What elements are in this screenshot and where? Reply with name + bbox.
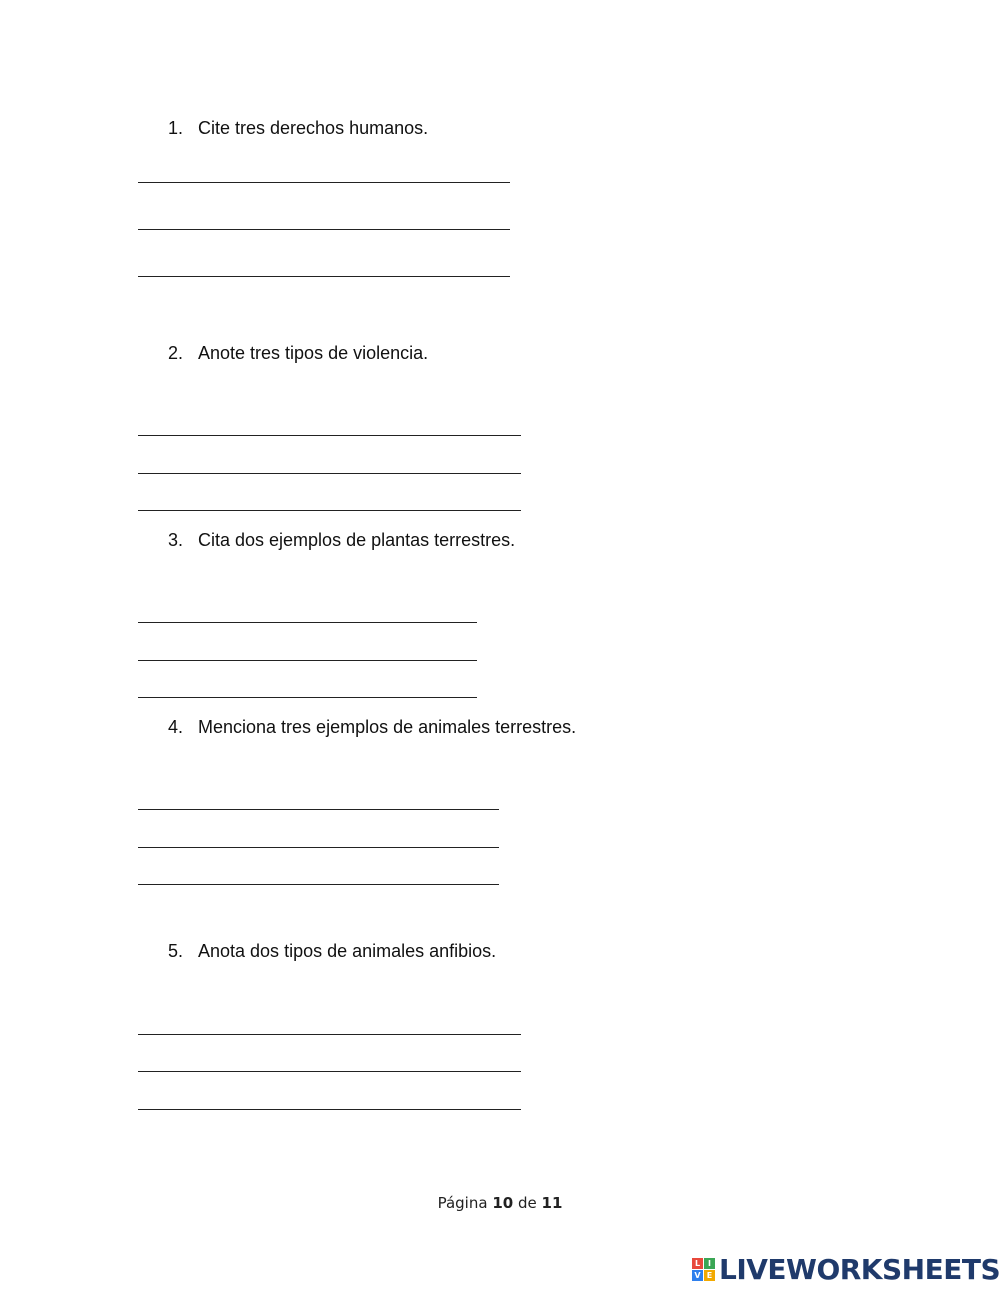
page-prefix: Página (437, 1194, 488, 1212)
logo-mark-letter: L (692, 1258, 703, 1269)
answer-line[interactable] (138, 884, 499, 885)
page-total: 11 (541, 1194, 563, 1212)
answer-line[interactable] (138, 510, 521, 511)
question-1 (168, 117, 428, 139)
question-number: 5. (168, 941, 184, 961)
answer-line[interactable] (138, 1109, 521, 1110)
page-number (0, 1194, 1000, 1212)
answer-line[interactable] (138, 809, 499, 810)
question-2 (168, 342, 428, 364)
question-3 (168, 529, 515, 551)
question-text: Anote tres tipos de violencia. (198, 343, 429, 363)
answer-line[interactable] (138, 182, 510, 183)
answer-line[interactable] (138, 435, 521, 436)
question-number: 3. (168, 530, 184, 550)
page-middle: de (517, 1194, 537, 1212)
question-text: Cite tres derechos humanos. (198, 118, 429, 138)
answer-line[interactable] (138, 1071, 521, 1072)
logo-mark-letter: V (692, 1270, 703, 1281)
question-text: Anota dos tipos de animales anfibios. (198, 941, 497, 961)
question-5 (168, 940, 496, 962)
question-text: Menciona tres ejemplos de animales terrestres. (198, 717, 577, 737)
answer-line[interactable] (138, 229, 510, 230)
answer-line[interactable] (138, 847, 499, 848)
question-4 (168, 716, 576, 738)
logo-text: LIVEWORKSHEETS (719, 1252, 1000, 1286)
answer-line[interactable] (138, 1034, 521, 1035)
answer-line[interactable] (138, 622, 477, 623)
question-number: 4. (168, 717, 184, 737)
answer-line[interactable] (138, 660, 477, 661)
logo-mark-letter: I (704, 1258, 715, 1269)
answer-line[interactable] (138, 473, 521, 474)
question-text: Cita dos ejemplos de plantas terrestres. (198, 530, 516, 550)
liveworksheets-logo[interactable] (692, 1254, 1000, 1284)
answer-line[interactable] (138, 697, 477, 698)
question-number: 2. (168, 343, 184, 363)
logo-mark-icon (692, 1258, 715, 1281)
question-number: 1. (168, 118, 184, 138)
logo-mark-letter: E (704, 1270, 715, 1281)
page-current: 10 (492, 1194, 514, 1212)
answer-line[interactable] (138, 276, 510, 277)
